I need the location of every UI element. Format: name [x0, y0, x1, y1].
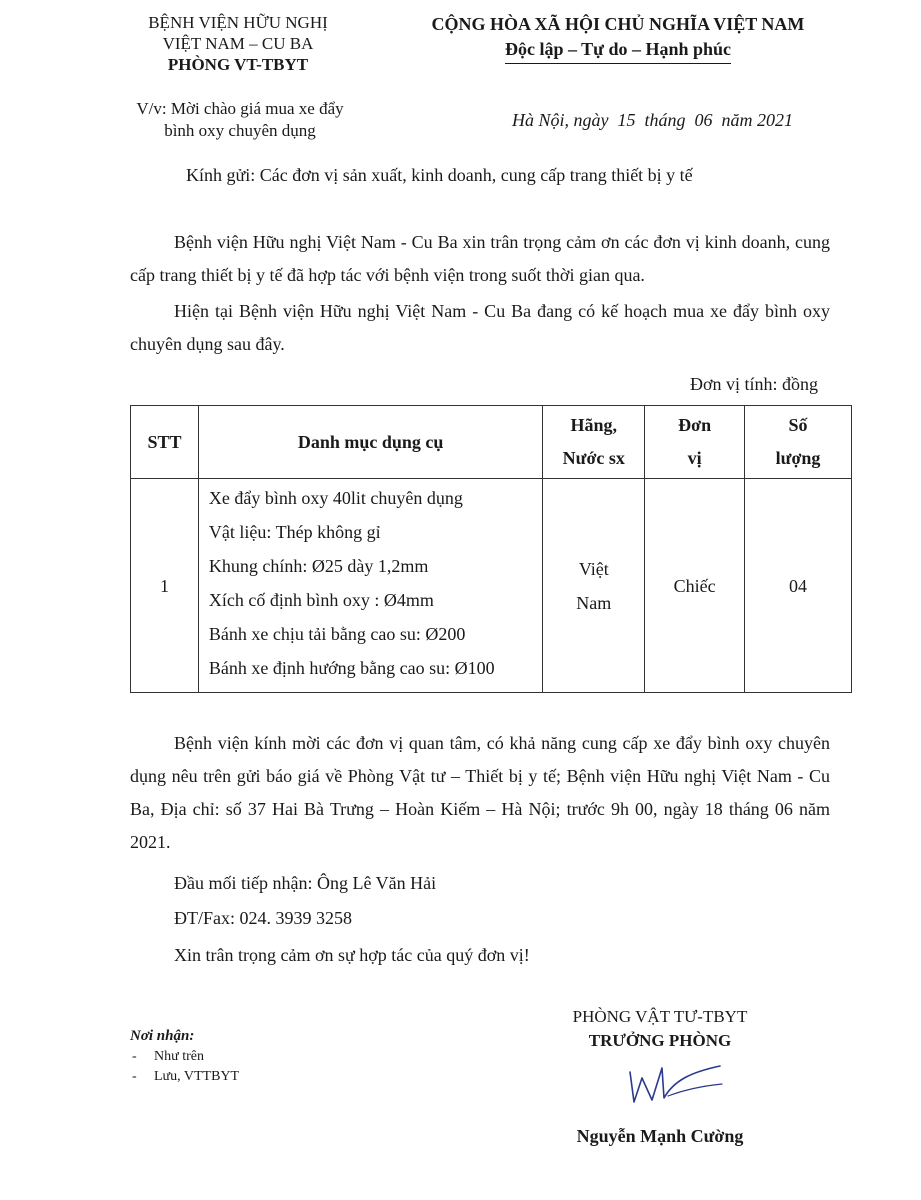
cell-maker: [543, 479, 645, 693]
desc-line: Xe đẩy bình oxy 40lit chuyên dụng: [208, 488, 463, 508]
header-qty-line1: Số: [788, 415, 808, 435]
org-department: PHÒNG VT-TBYT: [167, 55, 309, 74]
recipient-text: Lưu, VTTBYT: [154, 1069, 240, 1084]
header-maker: [543, 406, 645, 479]
desc-line: Bánh xe chịu tải bằng cao su: Ø200: [208, 624, 466, 644]
desc-line: Khung chính: Ø25 dày 1,2mm: [208, 556, 429, 576]
thanks-line: Xin trân trọng cảm ơn sự hợp tác của quý đơn vị!: [174, 945, 530, 965]
cell-description: [198, 479, 542, 693]
nation-motto: Độc lập – Tự do – Hạnh phúc: [505, 37, 731, 64]
maker-line1: Việt: [578, 558, 609, 579]
header-item: Danh mục dụng cụ: [198, 406, 542, 479]
unit-note: Đơn vị tính: đồng: [690, 374, 819, 394]
document-subject: [100, 98, 380, 142]
desc-line: Xích cố định bình oxy : Ø4mm: [208, 590, 434, 610]
header-qty: [745, 406, 852, 479]
recipient-item: - Như trên: [132, 1049, 204, 1064]
issuing-organization: [118, 12, 358, 75]
maker-line2: Nam: [576, 592, 612, 613]
org-name-line2: VIỆT NAM – CU BA: [162, 34, 314, 53]
recipient-text: Như trên: [154, 1049, 204, 1064]
signer-department: PHÒNG VẬT TƯ-TBYT: [572, 1007, 748, 1026]
header-unit: [645, 406, 745, 479]
header-unit-line2: vị: [687, 448, 702, 468]
phone-fax: ĐT/Fax: 024. 3939 3258: [174, 908, 352, 928]
signer-role: TRƯỞNG PHÒNG: [588, 1031, 732, 1050]
signature-block: [540, 1005, 780, 1053]
table-row: [131, 479, 852, 693]
cell-stt: 1: [131, 479, 199, 693]
desc-line: Vật liệu: Thép không gỉ: [208, 522, 381, 542]
subject-line1: V/v: Mời chào giá mua xe đẩy: [136, 99, 344, 118]
recipient-item: - Lưu, VTTBYT: [132, 1069, 240, 1084]
recipients-title: Nơi nhận:: [130, 1028, 195, 1044]
header-unit-line1: Đơn: [678, 415, 712, 435]
date-line: Hà Nội, ngày 15 tháng 06 năm 2021: [512, 110, 793, 130]
handwritten-signature: [622, 1050, 732, 1110]
invitation-paragraph: Bệnh viện kính mời các đơn vị quan tâm, có khả năng cung cấp xe đẩy bình oxy chuyên dụng nêu trên gửi báo giá về Phòng Vật tư – Thiết bị y tế; Bệnh viện Hữu nghị Việt Nam - Cu Ba, Địa chỉ: số 37 Hai Bà Trưng – Hoàn Kiếm – Hà Nội; trước 9h 00, ngày 18 tháng 06 năm 2021.: [130, 733, 830, 852]
nation-name: CỘNG HÒA XÃ HỘI CHỦ NGHĨA VIỆT NAM: [431, 14, 805, 34]
subject-line2: bình oxy chuyên dụng: [164, 121, 316, 140]
salutation: Kính gửi: Các đơn vị sản xuất, kinh doanh, cung cấp trang thiết bị y tế: [186, 165, 693, 185]
cell-qty: 04: [745, 479, 852, 693]
org-name-line1: BỆNH VIỆN HỮU NGHỊ: [148, 13, 328, 32]
intro-paragraph: Bệnh viện Hữu nghị Việt Nam - Cu Ba xin trân trọng cảm ơn các đơn vị kinh doanh, cung cấp trang thiết bị y tế đã hợp tác với bệnh viện trong suốt thời gian qua.: [130, 232, 830, 285]
header-maker-line1: Hãng,: [570, 415, 618, 435]
desc-line: Bánh xe định hướng bằng cao su: Ø100: [208, 658, 495, 678]
plan-paragraph: Hiện tại Bệnh viện Hữu nghị Việt Nam - Cu Ba đang có kế hoạch mua xe đẩy bình oxy chuyên dụng sau đây.: [130, 301, 830, 354]
header-qty-line2: lượng: [775, 448, 821, 468]
header-maker-line2: Nước sx: [562, 448, 625, 468]
cell-unit: Chiếc: [645, 479, 745, 693]
signer-name: Nguyễn Mạnh Cường: [576, 1126, 744, 1146]
national-header: [388, 12, 848, 64]
recipients: [130, 1025, 430, 1087]
header-stt: STT: [131, 406, 199, 479]
equipment-table: [130, 405, 852, 693]
contact-person: Đầu mối tiếp nhận: Ông Lê Văn Hải: [174, 873, 437, 893]
table-header-row: [131, 406, 852, 479]
